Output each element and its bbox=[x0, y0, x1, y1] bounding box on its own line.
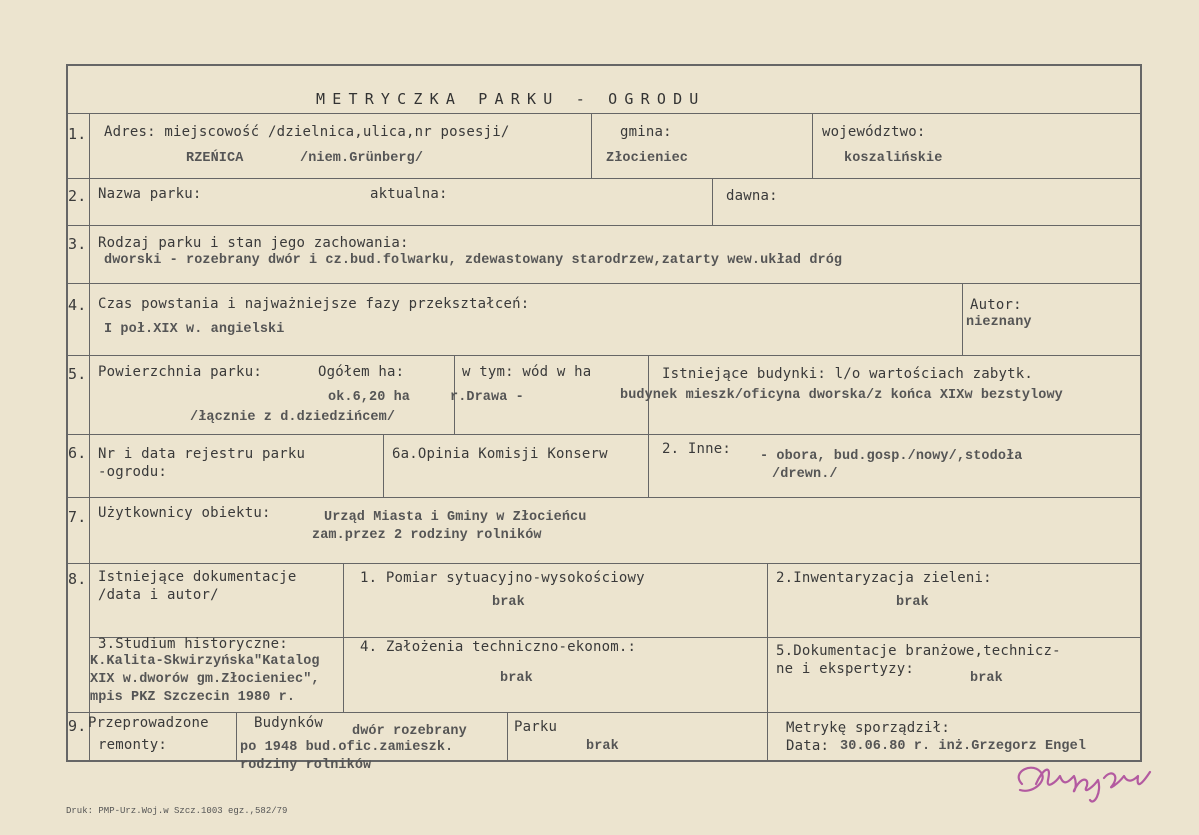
value-creation-time: I poł.XIX w. angielski bbox=[104, 322, 285, 337]
section-number-8: 8. bbox=[68, 570, 87, 588]
value-town: RZEŃICA bbox=[186, 151, 244, 166]
label-water-area: w tym: wód w ha bbox=[462, 364, 592, 380]
label-park-repairs: Parku bbox=[514, 719, 558, 735]
value-voivodeship: koszalińskie bbox=[844, 151, 943, 166]
rule-s3 bbox=[66, 283, 1142, 284]
rule-s2-former bbox=[712, 178, 713, 225]
value-greenery: brak bbox=[896, 595, 929, 610]
value-history-2: XIX w.dworów gm.Złocieniec", bbox=[90, 672, 320, 687]
label-branch-docs-1: 5.Dokumentacje branżowe,technicz- bbox=[776, 643, 1061, 659]
section-number-4: 4. bbox=[68, 296, 87, 314]
label-existing-buildings: Istniejące budynki: l/o wartościach zabytk. bbox=[662, 366, 1034, 382]
value-total-area-note: /łącznie z d.dziedzińcem/ bbox=[190, 410, 396, 425]
label-repairs-2: remonty: bbox=[98, 737, 168, 753]
rule-s5-buildings bbox=[648, 355, 649, 497]
label-technical: 4. Założenia techniczno-ekonom.: bbox=[360, 639, 637, 655]
rule-s9-park bbox=[507, 712, 508, 762]
value-buildings-2: po 1948 bud.ofic.zamieszk. bbox=[240, 740, 454, 755]
value-users-2: zam.przez 2 rodziny rolników bbox=[312, 528, 542, 543]
value-survey: brak bbox=[492, 595, 525, 610]
rule-s6-opinion bbox=[383, 434, 384, 497]
value-total-area: ok.6,20 ha bbox=[328, 390, 411, 405]
rule-s5 bbox=[66, 434, 1142, 435]
label-former-name: dawna: bbox=[726, 188, 778, 204]
value-german-name: /niem.Grünberg/ bbox=[300, 151, 424, 166]
value-buildings-1: dwór rozebrany bbox=[352, 724, 467, 739]
value-users-1: Urząd Miasta i Gminy w Złocieńcu bbox=[324, 510, 587, 525]
section-number-5: 5. bbox=[68, 365, 87, 383]
label-documentation-2: /data i autor/ bbox=[98, 587, 219, 603]
label-repairs-1: Przeprowadzone bbox=[88, 715, 209, 731]
label-park-name: Nazwa parku: bbox=[98, 186, 202, 202]
value-history-3: mpis PKZ Szczecin 1980 r. bbox=[90, 690, 296, 705]
rule-title bbox=[66, 113, 1142, 114]
value-park-repairs: brak bbox=[586, 739, 619, 754]
value-buildings-3: rodziny rolników bbox=[240, 758, 372, 773]
value-existing-buildings: budynek mieszk/oficyna dworska/z końca XIXw bezstylowy bbox=[620, 388, 1063, 403]
label-other: 2. Inne: bbox=[662, 441, 732, 457]
value-other-2: /drewn./ bbox=[772, 467, 838, 482]
rule-s9-buildings bbox=[236, 712, 237, 762]
label-register-2: -ogrodu: bbox=[98, 464, 168, 480]
label-area: Powierzchnia parku: bbox=[98, 364, 262, 380]
rule-s8-greenery bbox=[767, 563, 768, 762]
section-number-3: 3. bbox=[68, 235, 87, 253]
label-voivodeship: województwo: bbox=[822, 124, 926, 140]
label-users: Użytkownicy obiektu: bbox=[98, 505, 271, 521]
rule-s1-gmina bbox=[591, 113, 592, 178]
label-buildings-repairs: Budynków bbox=[254, 715, 324, 731]
value-author: nieznany bbox=[966, 315, 1032, 330]
label-branch-docs-2: ne i ekspertyzy: bbox=[776, 661, 915, 677]
section-number-6: 6. bbox=[68, 444, 87, 462]
section-number-9: 9. bbox=[68, 717, 87, 735]
label-greenery: 2.Inwentaryzacja zieleni: bbox=[776, 570, 992, 586]
value-other-1: - obora, bud.gosp./nowy/,stodoła bbox=[760, 449, 1023, 464]
label-documentation-1: Istniejące dokumentacje bbox=[98, 569, 297, 585]
value-park-type: dworski - rozebrany dwór i cz.bud.folwarku, zdewastowany starodrzew,zatarty wew.układ dróg bbox=[104, 253, 843, 268]
label-prepared-by: Metrykę sporządził: bbox=[786, 720, 950, 736]
label-conservation-opinion: 6a.Opinia Komisji Konserw bbox=[392, 446, 608, 462]
rule-s8-survey bbox=[343, 563, 344, 712]
label-register-1: Nr i data rejestru parku bbox=[98, 446, 306, 462]
value-date-author: 30.06.80 r. inż.Grzegorz Engel bbox=[840, 739, 1087, 754]
value-technical: brak bbox=[500, 671, 533, 686]
rule-s1-woj bbox=[812, 113, 813, 178]
label-gmina: gmina: bbox=[620, 124, 672, 140]
label-history-study: 3.Studium historyczne: bbox=[98, 636, 288, 652]
label-address: Adres: miejscowość /dzielnica,ulica,nr posesji/ bbox=[104, 124, 510, 140]
rule-s1 bbox=[66, 178, 1142, 179]
label-survey: 1. Pomiar sytuacyjno-wysokościowy bbox=[360, 570, 645, 586]
label-current-name: aktualna: bbox=[370, 186, 448, 202]
rule-s8 bbox=[66, 712, 1142, 713]
rule-s4-author bbox=[962, 283, 963, 355]
print-footer: Druk: PMP-Urz.Woj.w Szcz.1003 egz.,582/79 bbox=[66, 806, 288, 816]
rule-s6 bbox=[66, 497, 1142, 498]
value-gmina: Złocieniec bbox=[606, 151, 689, 166]
section-number-1: 1. bbox=[68, 125, 87, 143]
section-number-7: 7. bbox=[68, 508, 87, 526]
rule-s2 bbox=[66, 225, 1142, 226]
value-history-1: K.Kalita-Skwirzyńska"Katalog bbox=[90, 654, 320, 669]
section-number-2: 2. bbox=[68, 187, 87, 205]
value-water-area: r.Drawa - bbox=[450, 390, 524, 405]
rule-s7 bbox=[66, 563, 1142, 564]
value-branch-docs: brak bbox=[970, 671, 1003, 686]
rule-s4 bbox=[66, 355, 1142, 356]
form-title: METRYCZKA PARKU - OGRODU bbox=[316, 90, 706, 108]
handwritten-signature bbox=[1008, 750, 1158, 810]
label-park-type: Rodzaj parku i stan jego zachowania: bbox=[98, 235, 409, 251]
label-author: Autor: bbox=[970, 297, 1022, 313]
label-total-area: Ogółem ha: bbox=[318, 364, 405, 380]
label-date: Data: bbox=[786, 738, 830, 754]
label-creation-time: Czas powstania i najważniejsze fazy przekształceń: bbox=[98, 296, 530, 312]
